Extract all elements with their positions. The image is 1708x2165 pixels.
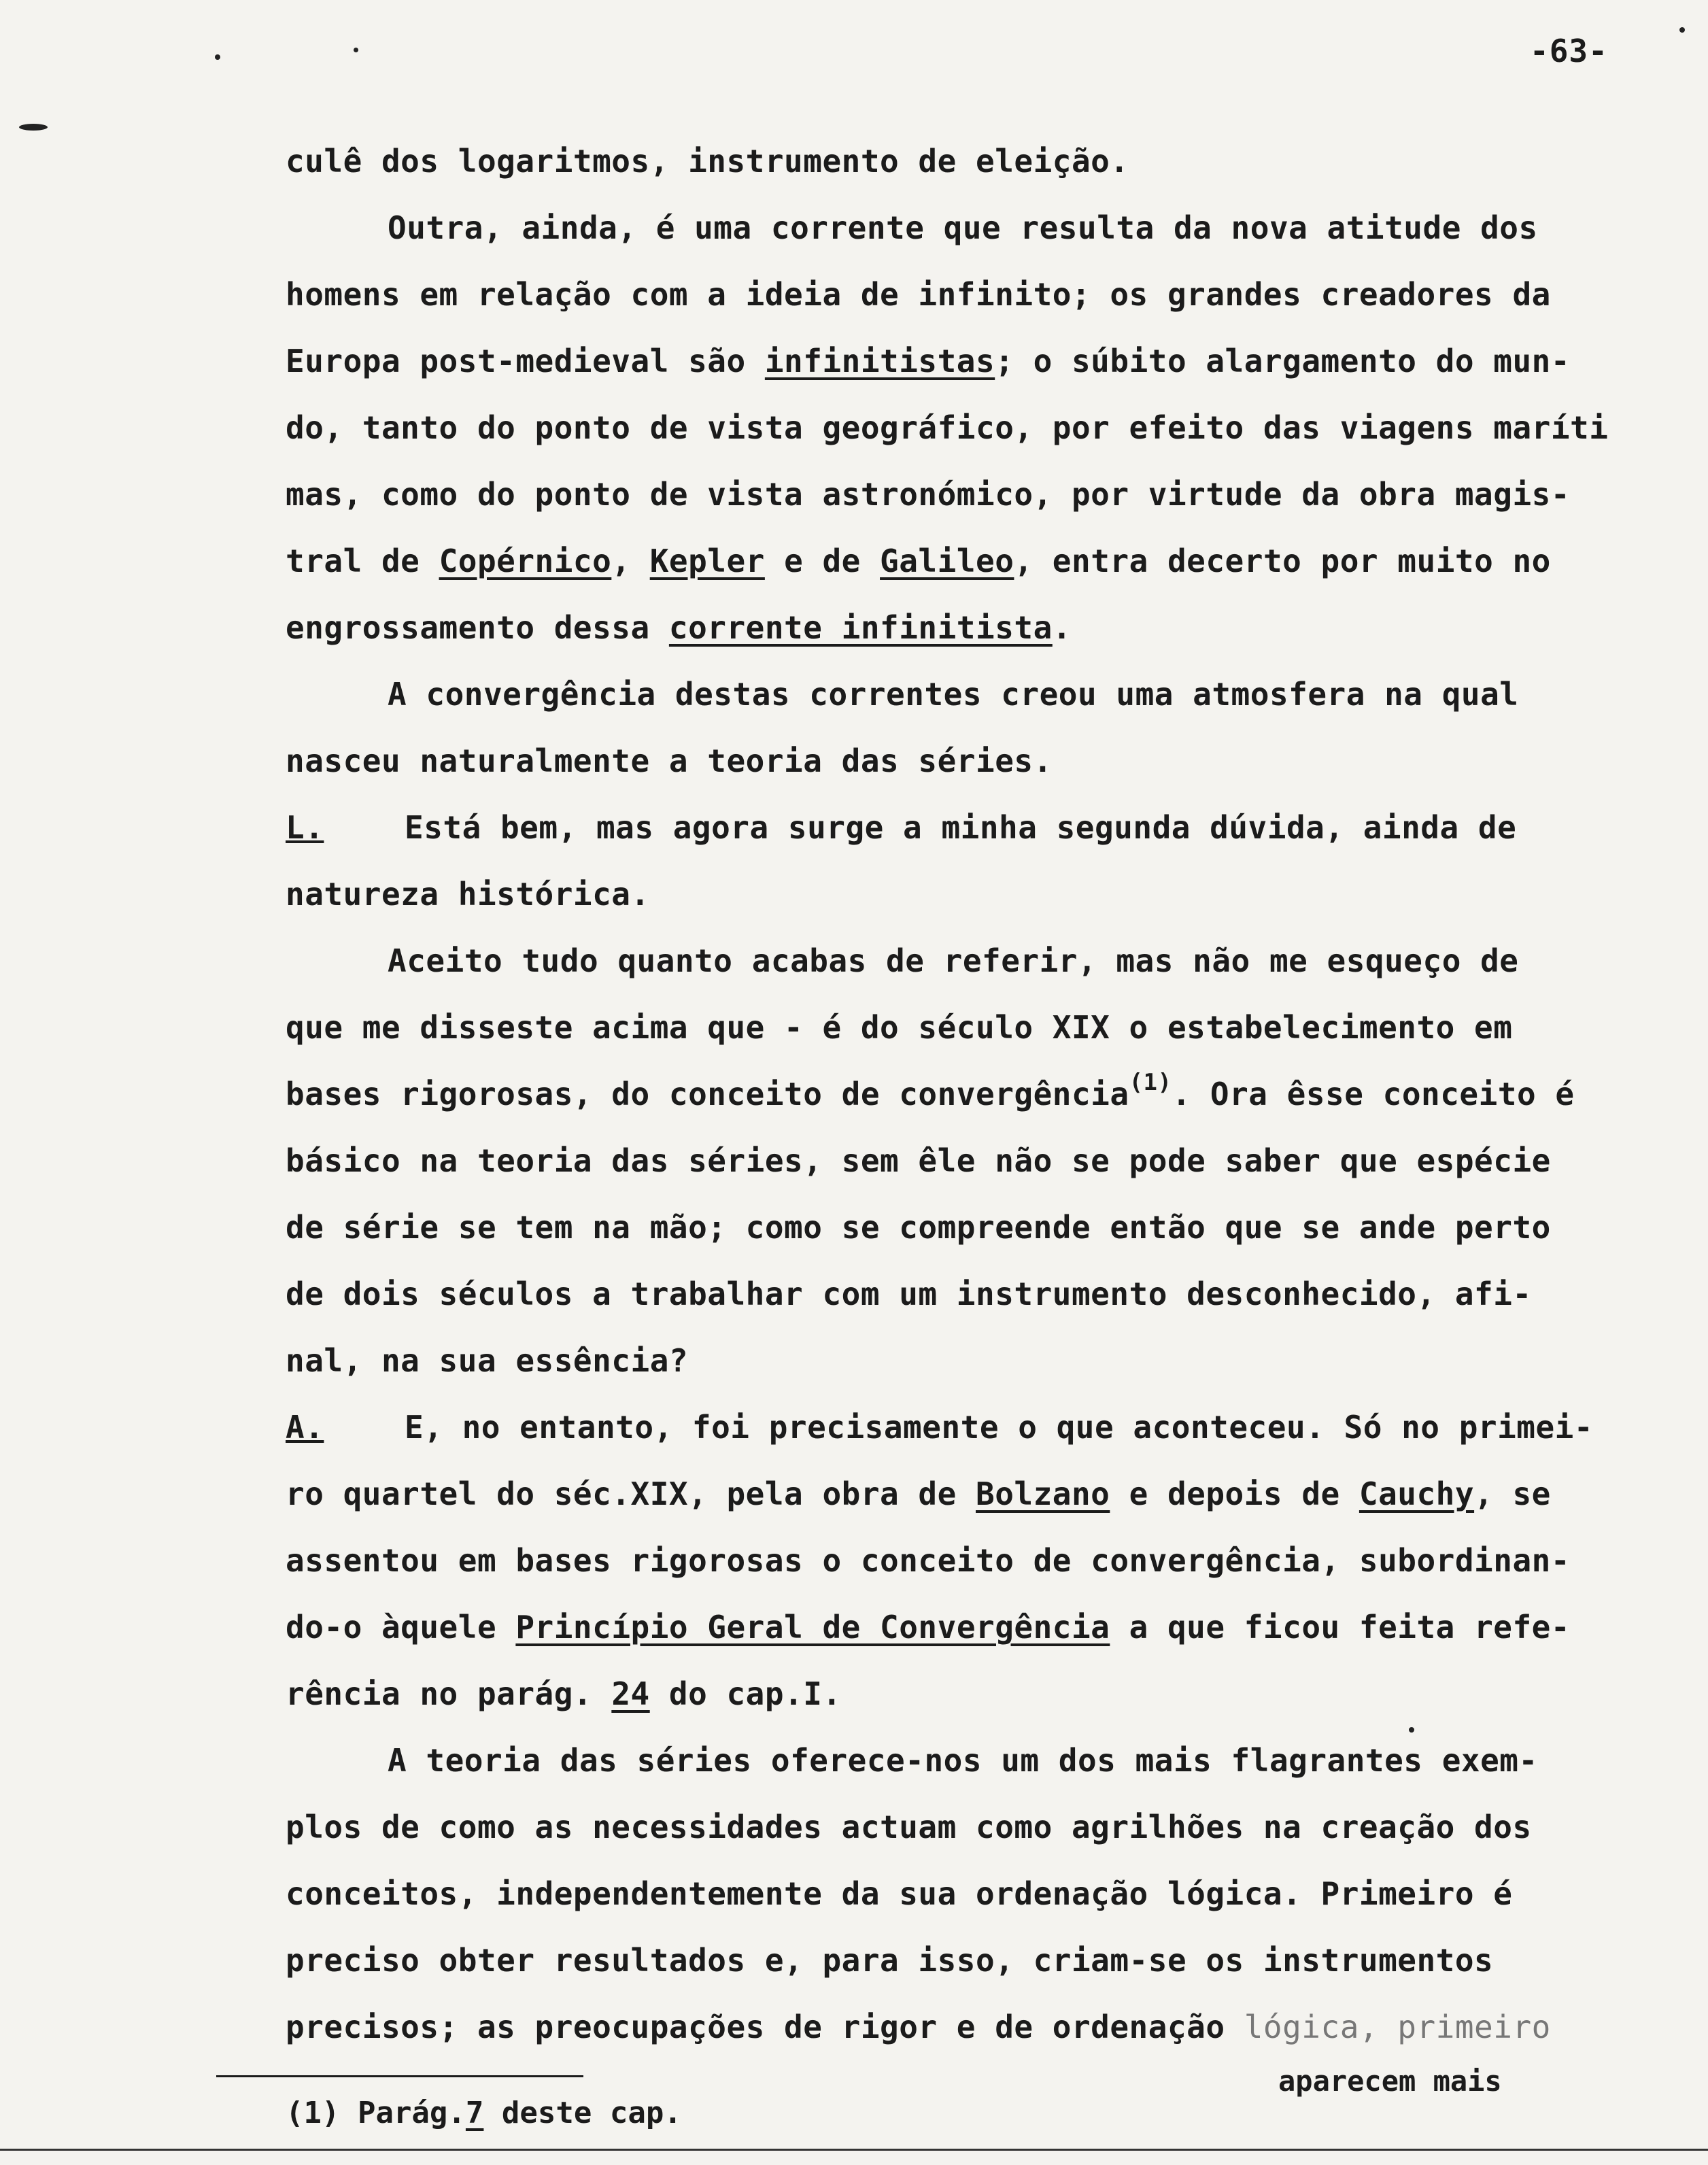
margin-note: aparecem mais (1278, 2064, 1502, 2098)
text-line-5: do, tanto do ponto de vista geográfico, por efeito das viagens maríti (286, 409, 1609, 446)
ink-speck (354, 48, 358, 52)
text-line-4 (286, 328, 1666, 394)
text-line-26: plos de como as necessidades actuam como agrilhões na creação dos (286, 1809, 1532, 1845)
footnote-text: deste cap. (483, 2096, 682, 2130)
text-line-23 (286, 1594, 1666, 1660)
text-line-8 (286, 594, 1666, 661)
speaker-label: A. (286, 1409, 324, 1446)
text-segment: e de (764, 543, 881, 579)
text-segment: Europa post-medieval são (286, 343, 765, 379)
footnote-divider (216, 2075, 583, 2077)
text-line-18: de dois séculos a trabalhar com um instrumento desconhecido, afi- (286, 1276, 1532, 1312)
text-line-13: Aceito tudo quanto acabas de referir, mas não me esqueço de (388, 942, 1519, 979)
text-line-24 (286, 1660, 1666, 1727)
text-line-11 (286, 794, 1666, 861)
ink-speck (1679, 27, 1685, 33)
text-line-14: que me disseste acima que - é do século XIX o estabelecimento em (286, 1009, 1513, 1046)
text-segment: do-o àquele (286, 1609, 516, 1646)
faded-text: lógica, primeiro (1244, 2009, 1551, 2045)
underlined-name: Galileo (880, 543, 1014, 579)
text-line-21 (286, 1461, 1666, 1527)
text-line-17: de série se tem na mão; como se compreende então que se ande perto (286, 1209, 1551, 1246)
page-number: -63- (1530, 33, 1608, 69)
underlined-reference: 24 (611, 1675, 650, 1712)
footnote-reference-number: 7 (465, 2096, 484, 2130)
text-line-15 (286, 1061, 1666, 1127)
text-line-27: conceitos, independentemente da sua ordenação lógica. Primeiro é (286, 1875, 1513, 1912)
text-line-3: homens em relação com a ideia de infinito; os grandes creadores da (286, 276, 1551, 313)
text-segment: . Ora êsse conceito é (1172, 1076, 1575, 1112)
underlined-name: Bolzano (976, 1476, 1110, 1512)
text-segment: bases rigorosas, do conceito de convergência (286, 1076, 1129, 1112)
text-line-12: natureza histórica. (286, 876, 650, 913)
text-line-16: básico na teoria das séries, sem êle não se pode saber que espécie (286, 1142, 1551, 1179)
text-segment: do cap.I. (649, 1675, 842, 1712)
text-line-7 (286, 528, 1666, 594)
speaker-label: L. (286, 809, 324, 846)
text-line-22: assentou em bases rigorosas o conceito de convergência, subordinan- (286, 1542, 1571, 1579)
underlined-term: infinitistas (764, 343, 995, 379)
text-segment: rência no parág. (286, 1675, 612, 1712)
underlined-term: Princípio Geral de Convergência (515, 1609, 1110, 1646)
text-segment: Está bem, mas agora surge a minha segunda dúvida, ainda de (405, 809, 1517, 846)
text-line-6: mas, como do ponto de vista astronómico, por virtude da obra magis- (286, 476, 1571, 513)
text-segment: , entra decerto por muito no (1014, 543, 1551, 579)
ink-speck (215, 54, 220, 60)
text-segment: ; o súbito alargamento do mun- (995, 343, 1571, 379)
text-line-20 (286, 1394, 1666, 1461)
text-line-29 (286, 1994, 1666, 2060)
text-line-1: culê dos logaritmos, instrumento de eleição. (286, 143, 1129, 180)
text-segment: tral de (286, 543, 439, 579)
underlined-term: corrente infinitista (668, 609, 1053, 646)
text-segment: precisos; as preocupações de rigor e de ordenação (286, 2009, 1244, 2045)
text-segment: ro quartel do séc.XIX, pela obra de (286, 1476, 976, 1512)
text-line-25: A teoria das séries oferece-nos um dos mais flagrantes exem- (388, 1742, 1538, 1779)
text-segment: , se (1474, 1476, 1551, 1512)
text-segment: e depois de (1110, 1476, 1359, 1512)
body-text (286, 128, 1666, 2060)
ink-speck (19, 124, 48, 131)
page-edge-line (0, 2149, 1708, 2151)
footnote-reference: (1) (1129, 1069, 1172, 1096)
text-segment: , (611, 543, 650, 579)
underlined-name: Kepler (649, 543, 765, 579)
text-line-19: nal, na sua essência? (286, 1342, 689, 1379)
footnote-text: (1) Parág. (286, 2096, 466, 2130)
ink-speck (1409, 1727, 1414, 1733)
text-line-2: Outra, ainda, é uma corrente que resulta da nova atitude dos (388, 209, 1538, 246)
text-segment: E, no entanto, foi precisamente o que aconteceu. Só no primei- (405, 1409, 1594, 1446)
text-segment: engrossamento dessa (286, 609, 669, 646)
text-segment: a que ficou feita refe- (1110, 1609, 1571, 1646)
text-segment: . (1052, 609, 1072, 646)
footnote (286, 2096, 682, 2130)
underlined-name: Copérnico (439, 543, 612, 579)
underlined-name: Cauchy (1359, 1476, 1475, 1512)
text-line-10: nasceu naturalmente a teoria das séries. (286, 743, 1053, 779)
text-line-28: preciso obter resultados e, para isso, criam-se os instrumentos (286, 1942, 1494, 1979)
text-line-9: A convergência destas correntes creou uma atmosfera na qual (388, 676, 1519, 713)
